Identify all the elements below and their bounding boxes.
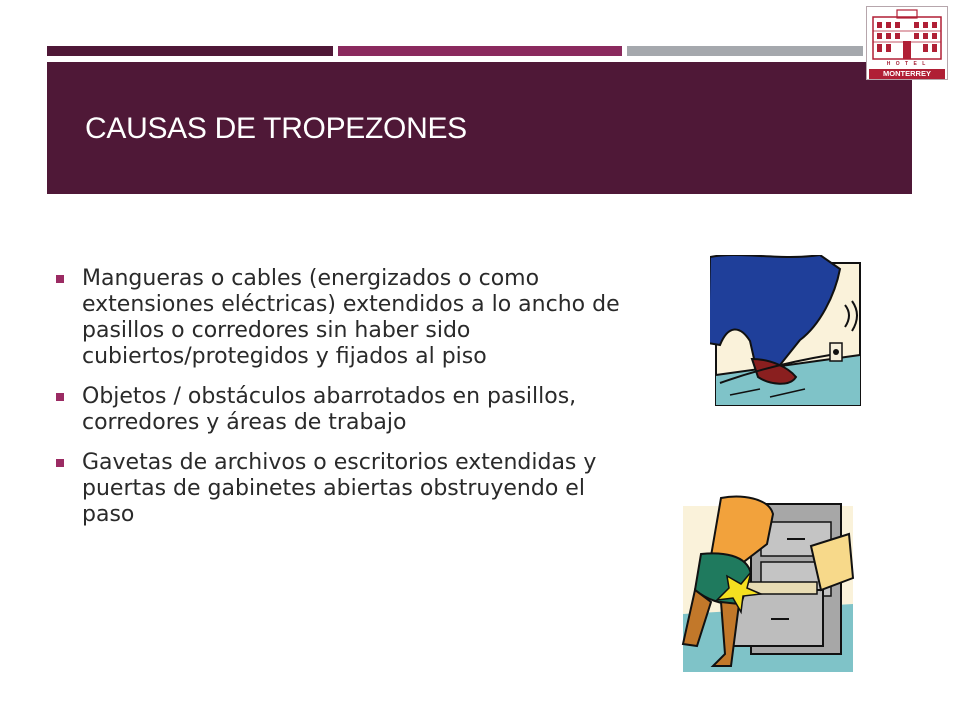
bullet-text: Gavetas de archivos o escritorios extendidas y puertas de gabinetes abiertas obstruyendo el paso [82, 450, 597, 527]
accent-bar-magenta [338, 46, 622, 56]
title-band [47, 62, 912, 194]
bullet-list [52, 266, 642, 542]
accent-bar-dark [47, 46, 333, 56]
bullet-item [52, 384, 642, 436]
bullet-text: Objetos / obstáculos abarrotados en pasillos, corredores y áreas de trabajo [82, 384, 577, 435]
bullet-text: Mangueras o cables (energizados o como extensiones eléctricas) extendidos a lo ancho de pasillos o corredores sin haber sido cubiertos/protegidos y fijados al piso [82, 266, 620, 369]
hotel-building-icon [867, 7, 947, 61]
hotel-logo [866, 6, 948, 80]
bullet-square-icon [56, 275, 64, 283]
tripping-person-icon [710, 255, 865, 410]
bullet-square-icon [56, 393, 64, 401]
file-cabinet-collision-icon [681, 494, 856, 674]
logo-line-monterrey: MONTERREY [869, 69, 945, 79]
logo-line-hotel: H O T E L [886, 61, 928, 67]
bullet-item [52, 266, 642, 370]
bullet-item [52, 450, 642, 528]
slide-title: CAUSAS DE TROPEZONES [85, 112, 467, 145]
bullet-square-icon [56, 459, 64, 467]
accent-bar-gray [627, 46, 863, 56]
